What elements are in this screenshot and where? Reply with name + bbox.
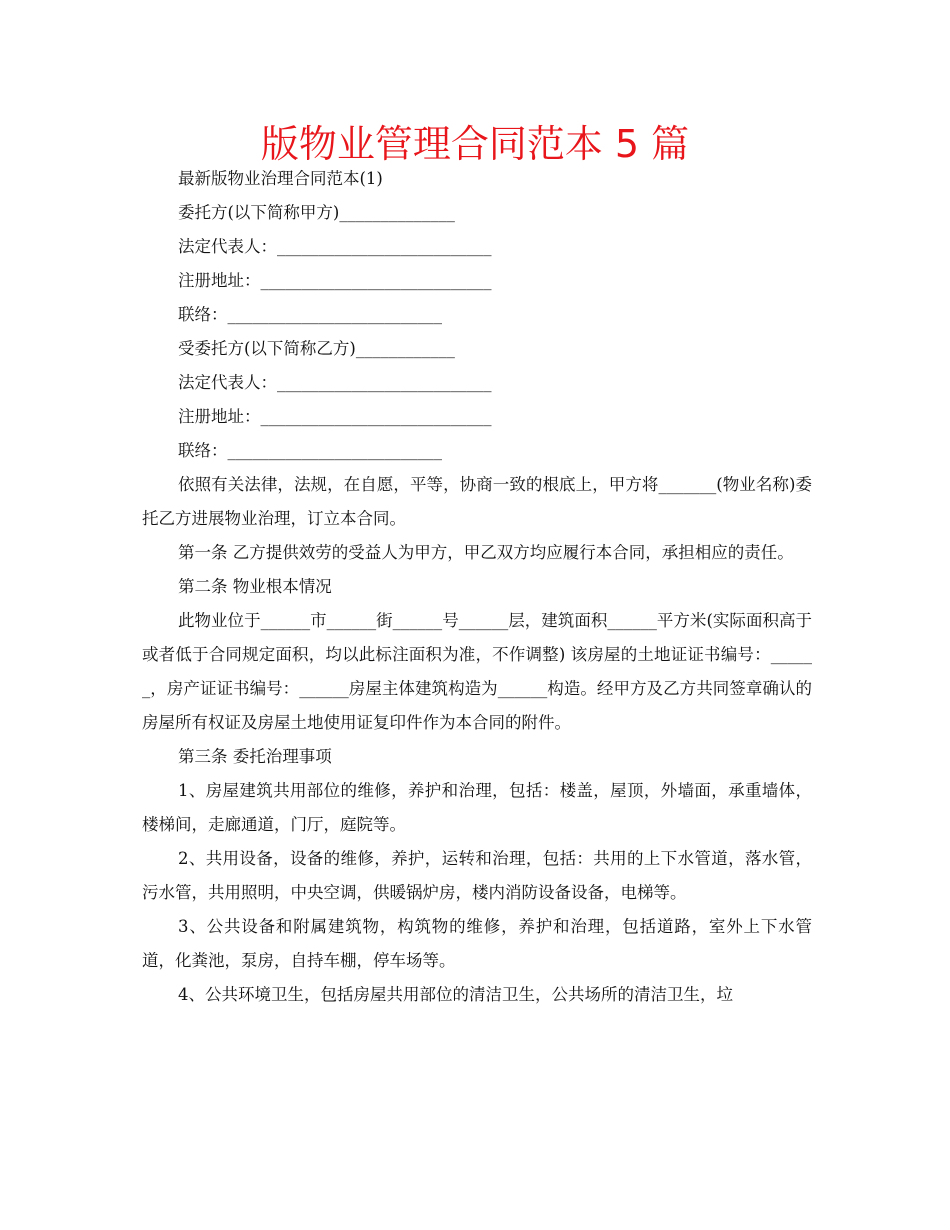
field-party-a-representative: 法定代表人：__________________________ — [178, 237, 492, 256]
field-party-b-representative: 法定代表人：__________________________ — [178, 373, 492, 392]
heading-article-3: 第三条 委托治理事项 — [178, 747, 332, 766]
document-subtitle: 最新版物业治理合同范本(1) — [178, 169, 383, 188]
paragraph-article-1: 第一条 乙方提供效劳的受益人为甲方，甲乙双方均应履行本合同，承担相应的责任。 — [178, 543, 794, 562]
field-party-b: 受委托方(以下简称乙方)____________ — [178, 339, 455, 358]
paragraph-item-1: 1、房屋建筑共用部位的维修，养护和治理，包括：楼盖，屋顶，外墙面，承重墙体，楼梯间，走廊通道，门厅，庭院等。 — [142, 781, 812, 834]
field-party-b-contact: 联络：__________________________ — [178, 441, 442, 460]
paragraph-item-4: 4、公共环境卫生，包括房屋共用部位的清洁卫生，公共场所的清洁卫生，垃 — [178, 985, 733, 1004]
heading-article-2: 第二条 物业根本情况 — [178, 577, 332, 596]
field-party-a-address: 注册地址：____________________________ — [178, 271, 492, 290]
paragraph-property-info: 此物业位于______市______街______号______层，建筑面积______平方米(实际面积高于或者低于合同规定面积，均以此标注面积为准，不作调整) 该房屋的土地证证书编号：______，房产证证书编号：______房屋主体建筑构造为______构造。经甲方及乙方共同签章确认的房屋所有权证及房屋土地使用证复印件作为本合同的附件。 — [142, 611, 812, 732]
paragraph-preamble: 依照有关法律，法规，在自愿，平等，协商一致的根底上，甲方将_______(物业名称)委托乙方进展物业治理，订立本合同。 — [142, 475, 812, 528]
paragraph-item-2: 2、共用设备，设备的维修，养护，运转和治理，包括：共用的上下水管道，落水管，污水管，共用照明，中央空调，供暖锅炉房，楼内消防设备设备，电梯等。 — [142, 849, 812, 902]
document-body — [142, 162, 812, 1012]
field-party-a-contact: 联络：__________________________ — [178, 305, 442, 324]
document-title: 版物业管理合同范本 5 篇 — [260, 122, 690, 166]
field-party-b-address: 注册地址：____________________________ — [178, 407, 492, 426]
field-party-a: 委托方(以下简称甲方)______________ — [178, 203, 455, 222]
paragraph-item-3: 3、公共设备和附属建筑物，构筑物的维修，养护和治理，包括道路，室外上下水管道，化粪池，泵房，自持车棚，停车场等。 — [142, 917, 812, 970]
